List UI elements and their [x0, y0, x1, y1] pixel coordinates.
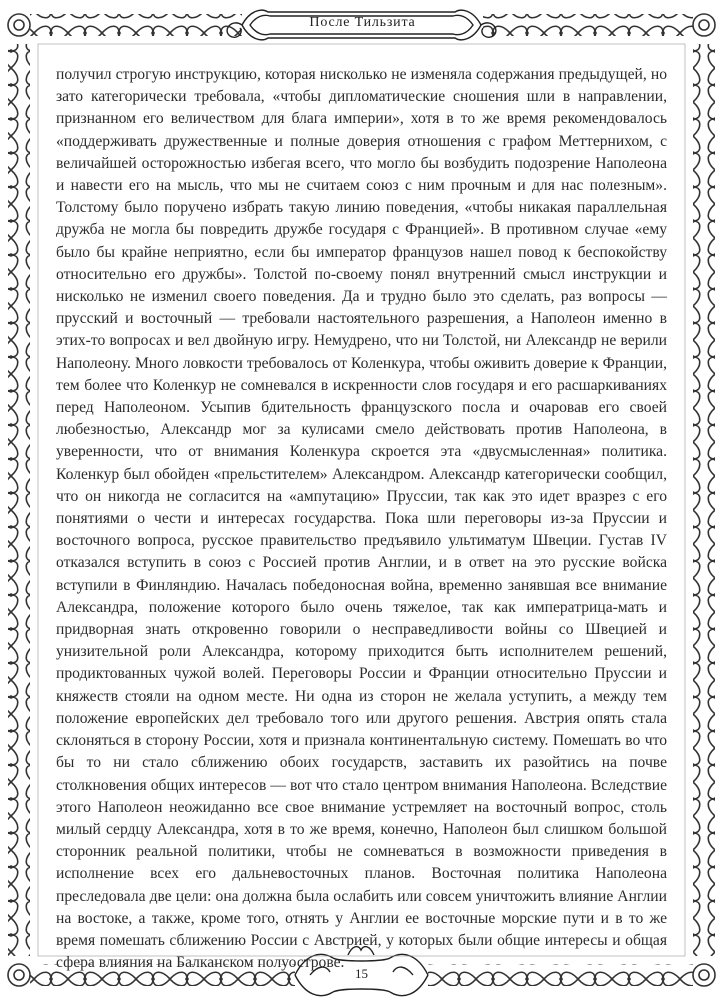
page-number: 15	[355, 966, 368, 981]
body-paragraph: получил строгую инструкцию, которая нисколько не изменяла содержания предыдущей, но зато категорически требовала, «чтобы дипломатические сношения шли в направлении, признанном его величеством для блага империи», хотя в то же время рекомендовалось «поддерживать дружественные и полные доверия отношения с графом Меттернихом, с величайшей осторожностью избегая всего, что могло бы возбудить подозрение Наполеона и навести его на мысль, что мы не считаем союз с ним прочным и для нас полезным». Толстому было поручено избрать такую линию поведения, «чтобы никакая параллельная дружба не могла бы повредить дружбе государя с Францией». В противном случае «ему было бы крайне неприятно, если бы император французов нашел повод к беспокойству относительно его дружбы». Толстой по-своему понял внутренний смысл инструкции и нисколько не изменил своего поведения. Да и трудно было это сделать, раз вопросы — прусский и восточный — требовали настоятельного разрешения, а Наполеон именно в этих-то вопросах и вел двойную игру. Немудрено, что ни Толстой, ни Александр не верили Наполеону. Много ловкости требовалось от Коленкура, чтобы оживить доверие к Франции, тем более что Коленкур не сомневался в искренности слов государя и его расшаркиваниях перед Наполеоном. Усыпив бдительность французского посла и очаровав его своей любезностью, Александр мог за кулисами смело действовать против Наполеона, в уверенности, что от внимания Коленкура скроется эта «двусмысленная» политика. Коленкур был обойден «прельстителем» Александром. Александр категорически сообщил, что он никогда не согласится на «ампутацию» Пруссии, так как это идет вразрез с его понятиями о чести и интересах государства. Пока шли переговоры из-за Пруссии и восточного вопроса, русское правительство предъявило ультиматум Швеции. Густав IV отказался вступить в союз с Россией против Англии, и в ответ на это русские войска вступили в Финляндию. Началась победоносная война, временно занявшая все внимание Александра, положение которого было очень тяжелое, так как императрица-мать и придворная знать откровенно говорили о несправедливости войны со Швецией и унизительной роли Александра, которому приходится быть исполнителем решений, продиктованных чужой волей. Переговоры России и Франции относительно Пруссии и княжеств стояли на одном месте. Ни одна из сторон не желала уступить, а между тем положение европейских дел требовало того или другого решения. Австрия опять стала склоняться в сторону России, хотя и признала континентальную систему. Помешать во что бы то ни стало сближению обоих государств, заставить их разойтись на почве столкновения общих интересов — вот что стало центром внимания Наполеона. Вследствие этого Наполеон неожиданно все свое внимание устремляет на восточный вопрос, столь милый сердцу Александра, хотя в то же время, конечно, Наполеон был слишком большой сторонник реальной политики, чтобы не сомневаться в возможности приведения в исполнение всех его дальневосточных планов. Восточная политика Наполеона преследовала две цели: она должна была ослабить или совсем уничтожить влияние Англии на востоке, а также, кроме того, отнять у Англии ее восточные морские пути и в то же время помешать сближению России с Австрией, у которых были общие интересы и общая сфера влияния на Балканском полуострове.	[56, 66, 667, 972]
running-header-title: После Тильзита	[309, 15, 416, 30]
